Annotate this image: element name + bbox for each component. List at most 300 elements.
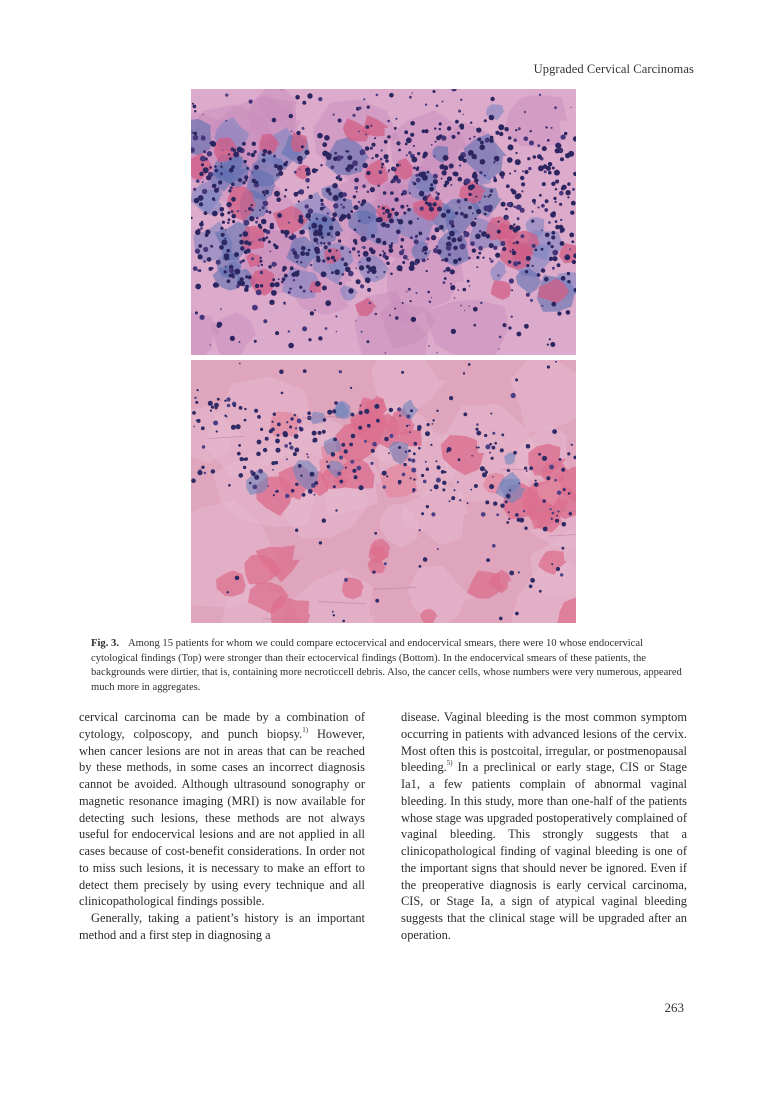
dark-nucleus (429, 187, 434, 192)
dark-nucleus (436, 136, 441, 141)
dark-nucleus (511, 289, 513, 291)
dark-nucleus (435, 141, 437, 143)
dark-nucleus (288, 291, 291, 294)
dark-nucleus (478, 246, 483, 251)
dark-nucleus (411, 459, 415, 463)
dark-nucleus (321, 271, 327, 277)
debris-speck (442, 101, 444, 103)
dark-nucleus (284, 274, 288, 278)
debris-speck (258, 238, 261, 241)
dark-nucleus (246, 167, 249, 170)
dark-nucleus (277, 423, 281, 427)
dark-nucleus (397, 407, 401, 411)
dark-nucleus (400, 269, 402, 271)
dark-nucleus (254, 340, 257, 343)
dark-nucleus (444, 184, 448, 188)
dark-nucleus (265, 437, 269, 441)
dark-nucleus (449, 166, 451, 168)
dark-nucleus (458, 177, 463, 182)
dark-nucleus (217, 322, 222, 327)
dark-nucleus (297, 156, 303, 162)
debris-speck (412, 181, 414, 183)
dark-nucleus (281, 392, 284, 395)
dark-nucleus (453, 246, 458, 251)
dark-nucleus (524, 527, 527, 530)
dark-nucleus (342, 206, 345, 209)
dark-nucleus (200, 315, 205, 320)
dark-nucleus (396, 230, 401, 235)
debris-speck (541, 229, 543, 231)
debris-speck (406, 291, 407, 292)
dark-nucleus (380, 158, 383, 161)
dark-nucleus (542, 146, 547, 151)
dark-nucleus (403, 463, 406, 466)
dark-nucleus (468, 363, 471, 366)
dark-nucleus (534, 482, 539, 487)
dark-nucleus (562, 522, 567, 527)
dark-nucleus (433, 174, 438, 179)
dark-nucleus (505, 500, 508, 503)
dark-nucleus (264, 190, 267, 193)
dark-nucleus (224, 400, 226, 402)
dark-nucleus (243, 160, 246, 163)
dark-nucleus (421, 474, 424, 477)
dark-nucleus (439, 122, 442, 125)
dark-nucleus (259, 209, 261, 211)
dark-nucleus (314, 481, 318, 485)
dark-nucleus (435, 460, 437, 462)
dark-nucleus (232, 220, 235, 223)
dark-nucleus (507, 202, 512, 207)
dark-nucleus (555, 201, 557, 203)
dark-nucleus (403, 212, 406, 215)
dark-nucleus (244, 408, 246, 410)
dark-nucleus (300, 475, 302, 477)
debris-speck (551, 127, 553, 129)
dark-nucleus (383, 252, 385, 254)
dark-nucleus (509, 489, 511, 491)
dark-nucleus (535, 480, 537, 482)
left-paragraph-1-text-a: cervical carcinoma can be made by a combination of cytology, colposcopy, and punch biopsy. (79, 710, 365, 741)
dark-nucleus (493, 501, 497, 505)
dark-nucleus (430, 183, 433, 186)
dark-nucleus (423, 153, 427, 157)
dark-nucleus (455, 212, 458, 215)
dark-nucleus (514, 139, 517, 142)
dark-nucleus (534, 203, 536, 205)
dark-nucleus (496, 513, 499, 516)
dark-nucleus (384, 140, 388, 144)
debris-speck (251, 172, 253, 174)
dark-nucleus (403, 255, 408, 260)
dark-nucleus (224, 238, 226, 240)
dark-nucleus (294, 434, 299, 439)
dark-nucleus (400, 245, 403, 248)
dark-nucleus (341, 443, 345, 447)
debris-speck (203, 114, 204, 115)
dark-nucleus (551, 182, 555, 186)
dark-nucleus (433, 248, 438, 253)
dark-nucleus (194, 397, 196, 399)
dark-nucleus (209, 267, 213, 271)
dark-nucleus (216, 260, 221, 265)
dark-nucleus (470, 241, 475, 246)
dark-nucleus (400, 205, 404, 209)
dark-nucleus (517, 518, 521, 522)
dark-nucleus (237, 452, 241, 456)
debris-speck (530, 299, 533, 302)
dark-nucleus (231, 210, 234, 213)
dark-nucleus (568, 492, 571, 495)
dark-nucleus (530, 578, 535, 583)
dark-nucleus (305, 204, 309, 208)
debris-speck (363, 246, 366, 249)
debris-speck (275, 263, 277, 265)
dark-nucleus (426, 270, 428, 272)
dark-nucleus (298, 200, 300, 202)
dark-nucleus (446, 245, 452, 251)
dark-nucleus (464, 198, 467, 201)
dark-nucleus (334, 195, 337, 198)
dark-nucleus (551, 563, 553, 565)
dark-nucleus (427, 171, 430, 174)
dark-nucleus (243, 220, 249, 226)
dark-nucleus (321, 236, 324, 239)
dark-nucleus (414, 442, 418, 446)
dark-nucleus (372, 571, 375, 574)
dark-nucleus (339, 217, 344, 222)
dark-nucleus (394, 197, 398, 201)
dark-nucleus (320, 164, 322, 166)
dark-nucleus (410, 133, 414, 137)
dark-nucleus (243, 466, 246, 469)
debris-speck (459, 207, 461, 209)
dark-nucleus (193, 135, 199, 141)
dark-nucleus (322, 217, 327, 222)
dark-nucleus (394, 212, 399, 217)
dark-nucleus (424, 198, 427, 201)
debris-speck (429, 194, 431, 196)
debris-speck (457, 289, 459, 291)
debris-speck (479, 202, 481, 204)
dark-nucleus (560, 241, 565, 246)
debris-speck (407, 259, 409, 261)
dark-nucleus (395, 316, 399, 320)
dark-nucleus (390, 273, 393, 276)
dark-nucleus (559, 191, 564, 196)
left-paragraph-1-text-b: However, when cancer lesions are not in areas that can be reached by these methods, in some cases an incorrect diagnosis cannot be avoided. Although ultrasound sonography or magnetic resonance imaging (MRI) is now available for detecting such lesions, these methods are not always useful for endocervical lesions and are not applied in all cases because of cost-benefit considerations. In order not to miss such lesions, it is necessary to make an effort to detect them precisely by using every technique and all clinicopathological findings possible. (79, 726, 365, 909)
dark-nucleus (196, 420, 198, 422)
dark-nucleus (305, 178, 310, 183)
dark-nucleus (503, 323, 507, 327)
dark-nucleus (334, 269, 340, 275)
dark-nucleus (233, 149, 236, 152)
dark-nucleus (269, 300, 274, 305)
dark-nucleus (379, 170, 383, 174)
dark-nucleus (399, 415, 401, 417)
debris-speck (317, 242, 319, 244)
dark-nucleus (543, 499, 546, 502)
dark-nucleus (227, 258, 229, 260)
dark-nucleus (457, 132, 460, 135)
debris-speck (352, 114, 355, 117)
dark-nucleus (442, 164, 444, 166)
dark-nucleus (231, 165, 235, 169)
dark-nucleus (401, 371, 404, 374)
dark-nucleus (257, 440, 262, 445)
dark-nucleus (468, 193, 471, 196)
dark-nucleus (207, 257, 212, 262)
debris-speck (284, 303, 286, 305)
dark-nucleus (304, 150, 309, 155)
dark-nucleus (315, 249, 320, 254)
dark-nucleus (263, 229, 267, 233)
dark-nucleus (289, 442, 292, 445)
dark-nucleus (450, 283, 452, 285)
dark-nucleus (348, 288, 353, 293)
dark-nucleus (484, 213, 487, 216)
dark-nucleus (352, 469, 356, 473)
dark-nucleus (531, 220, 534, 223)
dark-nucleus (382, 250, 384, 252)
dark-nucleus (426, 237, 429, 240)
dark-nucleus (398, 446, 401, 449)
dark-nucleus (231, 214, 236, 219)
dark-nucleus (497, 221, 499, 223)
dark-nucleus (229, 274, 233, 278)
dark-nucleus (374, 532, 377, 535)
dark-nucleus (274, 191, 280, 197)
dark-nucleus (335, 231, 340, 236)
dark-nucleus (200, 156, 206, 162)
dark-nucleus (385, 209, 390, 214)
dark-nucleus (531, 211, 533, 213)
dark-nucleus (228, 218, 231, 221)
dark-nucleus (293, 452, 297, 456)
dark-nucleus (559, 458, 562, 461)
dark-nucleus (372, 157, 374, 159)
dark-nucleus (210, 245, 213, 248)
dark-nucleus (526, 470, 528, 472)
dark-nucleus (485, 500, 489, 504)
dark-nucleus (366, 171, 370, 175)
dark-nucleus (431, 512, 435, 516)
dark-nucleus (197, 389, 199, 391)
dark-nucleus (201, 426, 205, 430)
dark-nucleus (467, 502, 469, 504)
debris-speck (497, 274, 499, 276)
dark-nucleus (407, 415, 411, 419)
dark-nucleus (358, 220, 361, 223)
debris-speck (572, 188, 575, 191)
dark-nucleus (317, 133, 323, 139)
dark-nucleus (307, 411, 311, 415)
dark-nucleus (210, 141, 216, 147)
dark-nucleus (515, 152, 517, 154)
dark-nucleus (281, 230, 285, 234)
dark-nucleus (385, 256, 389, 260)
dark-nucleus (408, 220, 413, 225)
debris-speck (537, 206, 539, 208)
dark-nucleus (485, 444, 490, 449)
debris-speck (416, 292, 418, 294)
dark-nucleus (272, 421, 274, 423)
dark-nucleus (339, 456, 343, 460)
dark-nucleus (362, 184, 366, 188)
dark-nucleus (199, 172, 203, 176)
debris-speck (369, 302, 371, 304)
dark-nucleus (515, 513, 519, 517)
dark-nucleus (406, 425, 408, 427)
dark-nucleus (561, 187, 565, 191)
dark-nucleus (229, 268, 234, 273)
dark-nucleus (569, 512, 572, 515)
dark-nucleus (341, 204, 343, 206)
debris-speck (436, 352, 437, 353)
debris-speck (469, 285, 471, 287)
dark-nucleus (406, 137, 412, 143)
dark-nucleus (326, 188, 331, 193)
dark-nucleus (316, 256, 320, 260)
dark-nucleus (432, 423, 434, 425)
dark-nucleus (437, 207, 442, 212)
dark-nucleus (410, 409, 413, 412)
dark-nucleus (254, 475, 259, 480)
dark-nucleus (305, 252, 309, 256)
dark-nucleus (277, 434, 280, 437)
dark-nucleus (476, 128, 481, 133)
dark-nucleus (364, 440, 367, 443)
dark-nucleus (411, 468, 416, 473)
dark-nucleus (288, 343, 294, 349)
dark-nucleus (211, 406, 214, 409)
dark-nucleus (539, 194, 542, 197)
dark-nucleus (520, 208, 525, 213)
dark-nucleus (550, 342, 555, 347)
dark-nucleus (411, 317, 416, 322)
dark-nucleus (565, 190, 570, 195)
dark-nucleus (412, 157, 418, 163)
dark-nucleus (451, 496, 455, 500)
dark-nucleus (239, 406, 243, 410)
dark-nucleus (448, 253, 451, 256)
dark-nucleus (506, 521, 509, 524)
debris-speck (356, 268, 357, 269)
dark-nucleus (511, 393, 516, 398)
dark-nucleus (242, 142, 246, 146)
dark-nucleus (244, 250, 248, 254)
dark-nucleus (251, 153, 255, 157)
dark-nucleus (366, 265, 370, 269)
debris-speck (524, 111, 526, 113)
dark-nucleus (429, 301, 432, 304)
dark-nucleus (490, 189, 494, 193)
debris-speck (262, 206, 265, 209)
dark-nucleus (572, 260, 576, 264)
debris-speck (288, 330, 290, 332)
dark-nucleus (455, 120, 459, 124)
dark-nucleus (492, 544, 496, 548)
dark-nucleus (405, 143, 408, 146)
debris-speck (539, 94, 541, 96)
dark-nucleus (302, 326, 307, 331)
dark-nucleus (436, 410, 438, 412)
dark-nucleus (524, 136, 529, 141)
dark-nucleus (443, 155, 449, 161)
dark-nucleus (435, 191, 437, 193)
dark-nucleus (389, 244, 393, 248)
dark-nucleus (372, 442, 377, 447)
dark-nucleus (556, 515, 558, 517)
dark-nucleus (521, 182, 525, 186)
dark-nucleus (441, 213, 446, 218)
dark-nucleus (464, 178, 470, 184)
debris-speck (511, 316, 513, 318)
dark-nucleus (458, 155, 464, 161)
dark-nucleus (473, 172, 477, 176)
dark-nucleus (276, 448, 281, 453)
dark-nucleus (495, 253, 500, 258)
dark-nucleus (360, 149, 366, 155)
dark-nucleus (515, 129, 517, 131)
dark-nucleus (381, 166, 383, 168)
dark-nucleus (555, 519, 559, 523)
dark-nucleus (290, 235, 295, 240)
dark-nucleus (273, 494, 275, 496)
debris-speck (399, 142, 401, 144)
dark-nucleus (322, 430, 326, 434)
dark-nucleus (289, 446, 293, 450)
dark-nucleus (245, 179, 247, 181)
debris-speck (425, 104, 427, 106)
dark-nucleus (196, 179, 200, 183)
dark-nucleus (320, 199, 323, 202)
dark-nucleus (239, 341, 241, 343)
dark-nucleus (318, 228, 322, 232)
dark-nucleus (526, 264, 529, 267)
dark-nucleus (417, 152, 420, 155)
dark-nucleus (198, 195, 204, 201)
dark-nucleus (360, 405, 362, 407)
dark-nucleus (547, 139, 550, 142)
debris-speck (327, 212, 329, 214)
dark-nucleus (474, 324, 477, 327)
debris-speck (476, 266, 478, 268)
dark-nucleus (342, 620, 345, 623)
dark-nucleus (508, 136, 512, 140)
dark-nucleus (260, 271, 263, 274)
dark-nucleus (402, 261, 405, 264)
dark-nucleus (294, 192, 299, 197)
dark-nucleus (309, 227, 311, 229)
dark-nucleus (230, 186, 233, 189)
debris-speck (462, 114, 463, 115)
dark-nucleus (234, 252, 239, 257)
dark-nucleus (541, 204, 545, 208)
dark-nucleus (320, 207, 324, 211)
dark-nucleus (375, 154, 379, 158)
dark-nucleus (497, 230, 501, 234)
dark-nucleus (372, 266, 377, 271)
dark-nucleus (500, 448, 504, 452)
dark-nucleus (389, 93, 394, 98)
dark-nucleus (547, 344, 549, 346)
dark-nucleus (516, 241, 519, 244)
debris-speck (518, 127, 521, 130)
debris-speck (222, 150, 223, 151)
dark-nucleus (319, 541, 322, 544)
dark-nucleus (333, 614, 335, 616)
